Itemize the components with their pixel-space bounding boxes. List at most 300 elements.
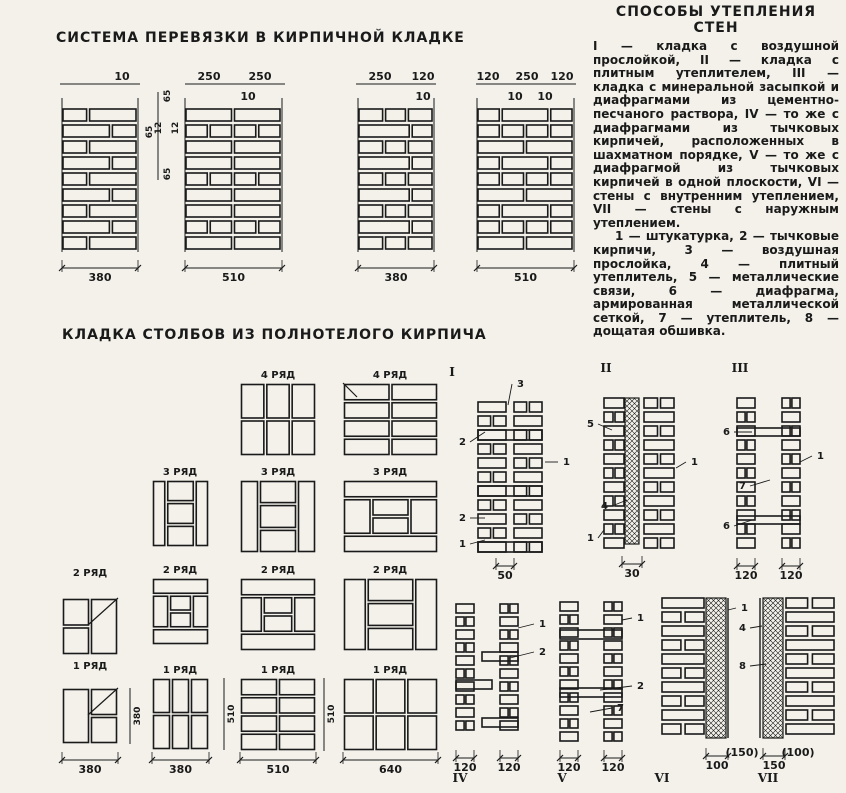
dimension-label: 30 bbox=[624, 567, 640, 580]
brick bbox=[478, 472, 491, 482]
brick bbox=[551, 157, 572, 169]
brick bbox=[478, 141, 524, 153]
hatch-line bbox=[694, 398, 840, 544]
brick bbox=[614, 602, 622, 611]
hatch-line bbox=[529, 398, 675, 544]
brick bbox=[235, 205, 281, 217]
brick bbox=[792, 454, 800, 464]
hatch-line bbox=[624, 398, 770, 544]
row-label: 1 РЯД bbox=[372, 665, 408, 676]
column-row3-640 bbox=[345, 482, 437, 552]
brick bbox=[478, 514, 506, 524]
brick bbox=[614, 654, 622, 663]
hatch-line bbox=[559, 398, 705, 544]
dimension-label: 510 bbox=[266, 763, 290, 776]
brick bbox=[63, 157, 109, 169]
brick bbox=[737, 538, 755, 548]
brick bbox=[267, 385, 289, 419]
brick bbox=[560, 641, 568, 650]
callout-number: 8 bbox=[739, 661, 746, 672]
brick bbox=[376, 716, 405, 750]
brick bbox=[392, 385, 437, 400]
brick bbox=[493, 472, 506, 482]
brick bbox=[782, 510, 790, 520]
legend-parts: 1 — штукатурка, 2 — тычковые кирпичи, 3 — воздушная прослойка, 4 — плитный утеплитель, 5 — металлические связи, 6 — диафрагма, армированная металлической сеткой, 7 — утеплитель, 8 — дощатая обшивка. bbox=[593, 229, 839, 339]
brick bbox=[295, 598, 315, 632]
brick bbox=[345, 680, 374, 714]
hatch-line bbox=[784, 398, 846, 544]
diagonal-stroke bbox=[88, 598, 118, 625]
brick bbox=[502, 221, 523, 233]
dimension-label: 250 bbox=[197, 70, 221, 83]
brick bbox=[292, 421, 314, 455]
brick bbox=[456, 617, 464, 626]
brick bbox=[478, 205, 499, 217]
brick bbox=[747, 412, 755, 422]
hatch-line bbox=[744, 398, 846, 544]
brick bbox=[478, 444, 491, 454]
brick bbox=[493, 528, 506, 538]
leader-line bbox=[508, 384, 512, 405]
hatch-line bbox=[679, 398, 825, 544]
brick bbox=[786, 710, 808, 720]
insulation-drawings bbox=[449, 361, 846, 785]
insulation-title: СПОСОБЫ УТЕПЛЕНИЯ СТЕН bbox=[615, 4, 817, 36]
hatch-line bbox=[624, 398, 770, 544]
brick bbox=[604, 440, 613, 450]
brick bbox=[171, 613, 191, 627]
brick bbox=[527, 189, 573, 201]
brick bbox=[359, 173, 383, 185]
brick bbox=[560, 732, 578, 741]
brick bbox=[782, 524, 800, 534]
hatch-line bbox=[549, 398, 695, 544]
hatch-line bbox=[619, 398, 765, 544]
brick bbox=[478, 528, 491, 538]
brick bbox=[478, 486, 506, 496]
brick bbox=[408, 109, 432, 121]
brick bbox=[168, 526, 194, 545]
brick bbox=[154, 596, 168, 627]
brick bbox=[368, 580, 413, 601]
dimension-label: 380 bbox=[384, 271, 408, 284]
brick bbox=[604, 641, 622, 650]
dimension-label: 12 bbox=[154, 121, 164, 135]
brick bbox=[644, 440, 674, 450]
brick bbox=[644, 412, 674, 422]
brick bbox=[529, 458, 542, 468]
brick bbox=[242, 680, 277, 695]
brick bbox=[345, 385, 390, 400]
brick bbox=[280, 716, 315, 731]
dimension-label: 10 bbox=[537, 90, 553, 103]
brick bbox=[662, 710, 704, 720]
brick bbox=[737, 468, 745, 478]
brick bbox=[259, 173, 280, 185]
hatch-line bbox=[644, 398, 790, 544]
brick bbox=[560, 706, 578, 715]
dimension-label: 380 bbox=[88, 271, 112, 284]
brick bbox=[527, 221, 548, 233]
brick bbox=[386, 109, 406, 121]
brick bbox=[392, 421, 437, 436]
column-drawings bbox=[59, 370, 441, 776]
callout-number: 1 bbox=[459, 539, 466, 550]
brick bbox=[644, 482, 658, 492]
brick bbox=[408, 716, 437, 750]
dimension-label: 250 bbox=[515, 70, 539, 83]
brick bbox=[168, 504, 194, 524]
hatch-line bbox=[629, 398, 775, 544]
brick bbox=[786, 626, 808, 636]
brick bbox=[186, 109, 232, 121]
row-label: 4 РЯД bbox=[372, 370, 408, 381]
leader-line bbox=[750, 480, 770, 486]
brick bbox=[500, 708, 508, 717]
brick bbox=[368, 604, 413, 626]
brick bbox=[456, 695, 464, 704]
row-label: 3 РЯД bbox=[260, 467, 296, 478]
brick bbox=[514, 542, 527, 552]
brick bbox=[685, 724, 704, 734]
brick bbox=[242, 634, 315, 649]
hatch-line bbox=[779, 398, 846, 544]
brick bbox=[196, 482, 207, 546]
brick bbox=[210, 221, 231, 233]
brick bbox=[90, 205, 136, 217]
brick bbox=[786, 724, 834, 734]
brick bbox=[510, 682, 518, 691]
hatch-line bbox=[544, 398, 690, 544]
bond-wall bbox=[59, 98, 141, 284]
brick bbox=[186, 157, 232, 169]
brick bbox=[386, 141, 406, 153]
brick bbox=[782, 412, 800, 422]
brick bbox=[280, 698, 315, 713]
hatch-line bbox=[679, 398, 825, 544]
brick bbox=[408, 237, 432, 249]
hatch-line bbox=[836, 598, 846, 738]
column-row2-510 bbox=[242, 580, 315, 650]
brick bbox=[186, 125, 207, 137]
brick bbox=[747, 524, 755, 534]
brick bbox=[514, 528, 542, 538]
hatch-line bbox=[644, 398, 790, 544]
hatch-line bbox=[841, 598, 846, 738]
brick bbox=[502, 157, 548, 169]
brick bbox=[456, 643, 464, 652]
brick bbox=[786, 696, 834, 706]
brick bbox=[112, 157, 136, 169]
method-II bbox=[479, 361, 846, 580]
brick bbox=[173, 680, 189, 713]
dimension-label: 65 bbox=[163, 167, 173, 181]
brick bbox=[792, 482, 800, 492]
brick bbox=[478, 542, 506, 552]
dimension-label: 120 bbox=[497, 761, 521, 774]
brick bbox=[345, 500, 371, 534]
brick bbox=[376, 680, 405, 714]
brick bbox=[412, 221, 432, 233]
column-row2-640 bbox=[345, 580, 437, 650]
brick bbox=[615, 440, 624, 450]
brick bbox=[514, 514, 527, 524]
brick bbox=[786, 654, 808, 664]
dimension-label: 12 bbox=[171, 121, 181, 135]
brick bbox=[92, 600, 117, 654]
callout-number: 7 bbox=[739, 481, 746, 492]
hatch-line bbox=[638, 598, 778, 738]
brick bbox=[792, 510, 800, 520]
leader-line bbox=[510, 652, 534, 658]
brick bbox=[63, 237, 87, 249]
brick bbox=[737, 440, 745, 450]
brick bbox=[408, 205, 432, 217]
leader-line bbox=[518, 624, 534, 628]
brick bbox=[359, 125, 409, 137]
hatch-line bbox=[479, 398, 625, 544]
brick bbox=[493, 416, 506, 426]
dimension-label: 120 bbox=[550, 70, 574, 83]
brick bbox=[661, 538, 675, 548]
hatch-line bbox=[784, 398, 846, 544]
hatch-line bbox=[524, 398, 670, 544]
hatch-line bbox=[579, 398, 725, 544]
brick bbox=[386, 173, 406, 185]
brick bbox=[812, 654, 834, 664]
brick bbox=[527, 141, 573, 153]
brick bbox=[192, 716, 208, 749]
brick bbox=[500, 617, 518, 626]
brick bbox=[662, 640, 681, 650]
brick bbox=[90, 109, 136, 121]
brick bbox=[644, 468, 674, 478]
dimension-label: 640 bbox=[379, 763, 402, 776]
method-label: I bbox=[449, 365, 455, 379]
brick bbox=[64, 690, 89, 743]
brick bbox=[478, 221, 499, 233]
brick bbox=[737, 524, 745, 534]
brick bbox=[551, 109, 572, 121]
brick bbox=[529, 430, 542, 440]
brick bbox=[662, 612, 681, 622]
dimension-label: 10 bbox=[415, 90, 431, 103]
column-row1-380 bbox=[154, 680, 208, 749]
brick bbox=[280, 734, 315, 749]
hatch-line bbox=[734, 398, 846, 544]
brick bbox=[456, 708, 474, 717]
hatch-line bbox=[684, 398, 830, 544]
brick bbox=[186, 141, 232, 153]
column-row1-640 bbox=[345, 680, 437, 750]
column-row2-small bbox=[64, 600, 117, 654]
row-label: 1 РЯД bbox=[260, 665, 296, 676]
brick bbox=[92, 718, 117, 743]
brick bbox=[235, 237, 281, 249]
brick bbox=[456, 604, 474, 613]
brick bbox=[412, 189, 432, 201]
brick bbox=[392, 439, 437, 454]
insulation-hatch bbox=[479, 398, 846, 544]
dimension-label: 50 bbox=[497, 569, 513, 582]
brick bbox=[235, 109, 281, 121]
brick bbox=[408, 141, 432, 153]
brick bbox=[193, 596, 207, 627]
leader-line bbox=[800, 456, 812, 462]
callout-number: 2 bbox=[459, 513, 466, 524]
brick bbox=[747, 496, 755, 506]
dimension-label: 120 bbox=[557, 761, 581, 774]
hatch-line bbox=[499, 398, 645, 544]
hatch-line bbox=[841, 598, 846, 738]
brick bbox=[812, 682, 834, 692]
brick bbox=[551, 221, 572, 233]
brick bbox=[478, 189, 524, 201]
hatch-line bbox=[639, 398, 785, 544]
brick bbox=[261, 506, 296, 528]
brick bbox=[235, 125, 256, 137]
brick bbox=[737, 412, 745, 422]
column-row2-380 bbox=[154, 580, 208, 644]
brick bbox=[154, 482, 165, 546]
dimension-label: 10 bbox=[240, 90, 256, 103]
hatch-line bbox=[769, 398, 846, 544]
row-label: 1 РЯД bbox=[162, 665, 198, 676]
brick bbox=[63, 189, 109, 201]
brick bbox=[112, 221, 136, 233]
hatch-line bbox=[564, 398, 710, 544]
hatch-line bbox=[749, 398, 846, 544]
brick bbox=[478, 402, 506, 412]
column-row3-510 bbox=[242, 482, 315, 552]
hatch-line bbox=[769, 398, 846, 544]
brick bbox=[466, 617, 474, 626]
hatch-line bbox=[634, 398, 780, 544]
brick bbox=[644, 398, 658, 408]
brick bbox=[662, 626, 704, 636]
brick bbox=[173, 716, 189, 749]
hatch-line bbox=[724, 398, 846, 544]
callout-number: 4 bbox=[739, 623, 746, 634]
dimension-label: 120 bbox=[734, 569, 758, 582]
brick bbox=[560, 719, 568, 728]
hatch-line bbox=[524, 398, 670, 544]
hatch-line bbox=[619, 398, 765, 544]
brick bbox=[529, 486, 542, 496]
hatch-line bbox=[584, 398, 730, 544]
brick bbox=[154, 716, 170, 749]
brick bbox=[514, 472, 542, 482]
hatch-line bbox=[833, 598, 846, 738]
brick bbox=[259, 221, 280, 233]
brick bbox=[747, 440, 755, 450]
brick bbox=[812, 626, 834, 636]
brick bbox=[615, 468, 624, 478]
brick bbox=[242, 598, 262, 632]
row-label: 2 РЯД bbox=[372, 565, 408, 576]
hatch-line bbox=[833, 598, 846, 738]
brick bbox=[186, 205, 232, 217]
brick bbox=[267, 421, 289, 455]
brick bbox=[186, 173, 207, 185]
hatch-line bbox=[838, 598, 846, 738]
brick bbox=[345, 536, 437, 551]
hatch-line bbox=[714, 398, 846, 544]
hatch-line bbox=[764, 398, 846, 544]
leader-line bbox=[590, 708, 612, 712]
column-row3-380 bbox=[154, 482, 208, 546]
method-label: VII bbox=[757, 771, 779, 785]
brick bbox=[662, 598, 704, 608]
brick bbox=[478, 125, 499, 137]
hatch-line bbox=[764, 398, 846, 544]
bond-wall bbox=[474, 98, 577, 284]
brick bbox=[235, 189, 281, 201]
dimension-label: 10 bbox=[507, 90, 523, 103]
callout-number: 1 bbox=[563, 457, 570, 468]
hatch-line bbox=[694, 398, 840, 544]
brick bbox=[500, 630, 508, 639]
brick bbox=[478, 416, 491, 426]
callout-number: 4 bbox=[601, 501, 608, 512]
dimension-label: 510 bbox=[227, 704, 237, 724]
hatch-line bbox=[584, 398, 730, 544]
hatch-line bbox=[724, 398, 846, 544]
brick bbox=[63, 109, 87, 121]
row-label: 3 РЯД bbox=[372, 467, 408, 478]
hatch-line bbox=[689, 398, 835, 544]
brick bbox=[604, 524, 613, 534]
row-label: 1 РЯД bbox=[72, 661, 108, 672]
brick bbox=[782, 468, 800, 478]
brick bbox=[478, 458, 506, 468]
brick bbox=[64, 628, 89, 654]
hatch-line bbox=[661, 598, 801, 738]
brick bbox=[662, 696, 681, 706]
brick bbox=[500, 682, 508, 691]
brick bbox=[408, 173, 432, 185]
hatch-line bbox=[579, 398, 725, 544]
leader-line bbox=[598, 424, 612, 430]
brick bbox=[737, 510, 755, 520]
brick bbox=[186, 189, 232, 201]
method-label: VI bbox=[654, 771, 670, 785]
brick bbox=[661, 398, 675, 408]
hatch-line bbox=[549, 398, 695, 544]
hatch-line bbox=[649, 398, 795, 544]
brick bbox=[456, 721, 464, 730]
brick bbox=[63, 205, 87, 217]
leader-line bbox=[676, 462, 686, 468]
hatch-line bbox=[534, 398, 680, 544]
leader-line bbox=[598, 530, 604, 538]
brick bbox=[242, 421, 264, 455]
brick bbox=[112, 189, 136, 201]
brick bbox=[264, 598, 291, 613]
brick bbox=[235, 221, 256, 233]
brick bbox=[782, 538, 790, 548]
brick bbox=[782, 482, 790, 492]
brick bbox=[510, 604, 518, 613]
brick bbox=[242, 385, 264, 419]
brick bbox=[186, 237, 232, 249]
brick bbox=[604, 667, 622, 676]
brick bbox=[812, 710, 834, 720]
brick bbox=[510, 630, 518, 639]
callout-number: 1 bbox=[587, 533, 594, 544]
brick bbox=[154, 580, 208, 594]
hatch-line bbox=[594, 398, 740, 544]
